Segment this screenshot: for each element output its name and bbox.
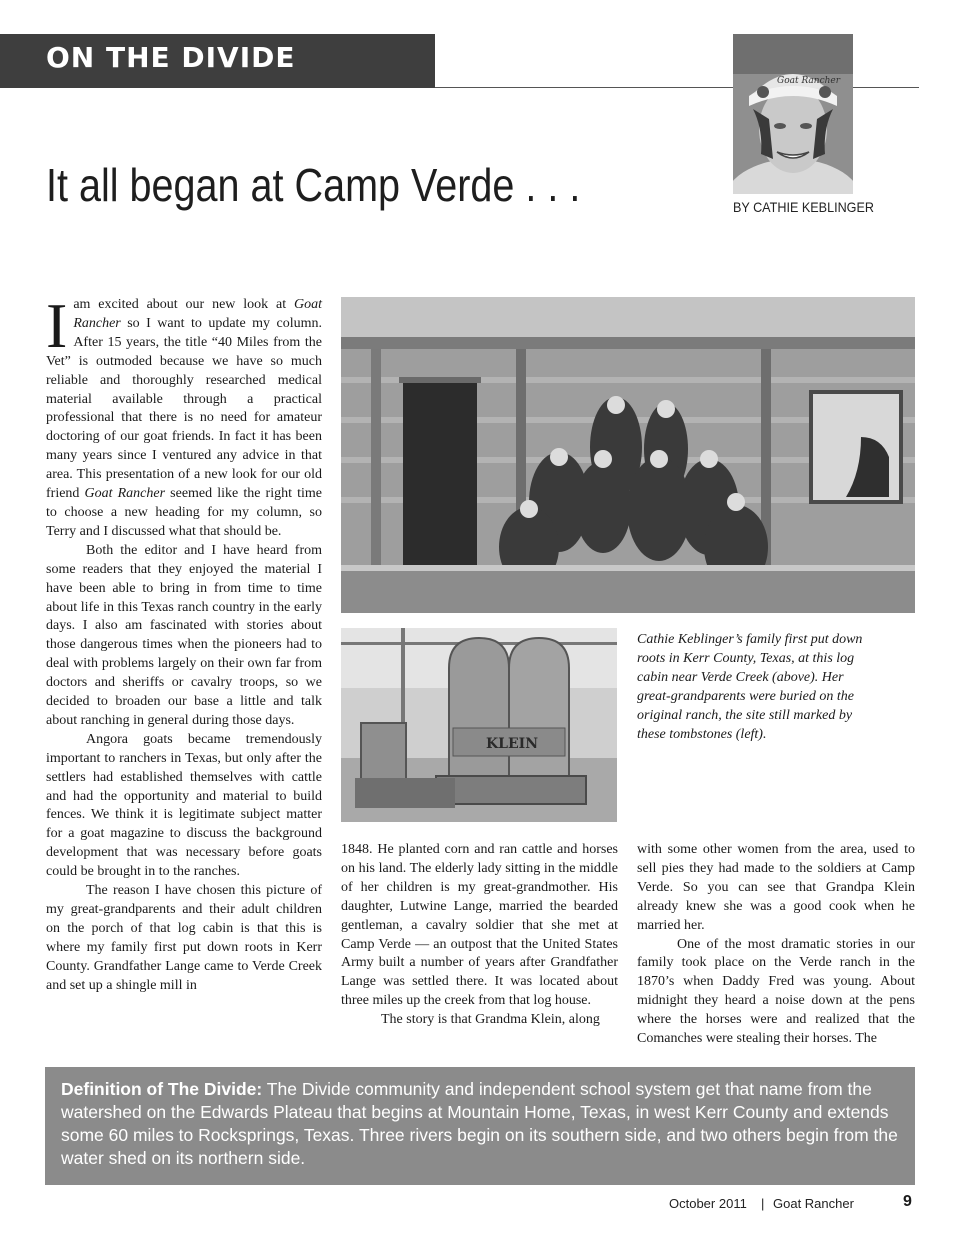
article-paragraph: One of the most dramatic stories in our family took place on the Verde ranch in the 1870’s when Daddy Fred was young. About midnight they heard a noise down at the pens where the horses were and realized that the Comanches were stealing their horses. The xyxy=(637,936,915,1047)
article-paragraph: Angora goats became tremendously important to ranchers in Texas, but only after the settlers had established themselves with cattle and had the opportunity and material to build fences. We think it is legitimate subject matter for a goat magazine to discuss the background development that was necessary before goats could be brought in to the ranches. xyxy=(46,731,322,880)
article-paragraph: 1848. He planted corn and ran cattle and horses on his land. The elderly lady sitting in the middle of her children is my great-grandmother. His daughter, Lutwine Lange, married the bearded gentleman, a cavalry soldier that she met at Camp Verde — an outpost that the United States Army built a number of years after Grandfather Lange was settled there. It was located about three miles up the creek from that log house. xyxy=(341,842,618,1009)
page-title: It all began at Camp Verde . . . xyxy=(46,159,581,211)
footer-separator: | xyxy=(761,1196,765,1211)
magazine-title: Goat Rancher xyxy=(84,486,166,502)
cap-logo-text: Goat Rancher xyxy=(777,76,841,86)
tombstone-inscription: KLEIN xyxy=(486,736,539,752)
section-header-bar xyxy=(0,34,435,88)
section-label: ON THE DIVIDE xyxy=(46,41,296,74)
article-paragraph: The story is that Grandma Klein, along xyxy=(381,1012,600,1028)
article-paragraph: Both the editor and I have heard from some readers that they enjoyed the material I have been able to bring in from time to time about life in this Texas ranch country in the early days. I also am fascinated with stories about those dangerous times when the pioneers had to deal with problems largely on their own far from doctors and sheriffs or cavalry troops, so we decided to broaden our base a little and talk about ranching in general during those days. xyxy=(46,542,322,728)
drop-cap: I xyxy=(46,290,68,361)
page-number: 9 xyxy=(903,1193,912,1210)
photo-caption: Cathie Keblinger’s family first put down roots in Kerr County, Texas, at this log cabin near Verde Creek (above). Her great-grandparents were buried on the original ranch, the site still marked by these tombstones (left). xyxy=(637,632,863,742)
footer-issue-date: October 2011 xyxy=(669,1196,747,1211)
article-paragraph: Iam excited about our new look at Goat Rancher so I want to update my column. After 15 years, the title “40 Miles from the Vet” is outmoded because we have so much reliable and thoroughly researched medical material available through a practical professional that there is no need for amateur doctoring of our goat friends. In fact it has been many years since I ventured any advice in that area. This presentation of a new look for our old friend Goat Rancher seemed like the right time to choose a new heading for my column, so Terry and I discussed what that should be. xyxy=(46,290,322,539)
article-paragraph: with some other women from the area, used to sell pies they had made to the soldiers at Camp Verde. So you can see that Grandpa Klein already knew she was a good cook when he married her. xyxy=(637,842,915,933)
tombstone-photo xyxy=(341,628,617,822)
definition-box xyxy=(45,1067,915,1185)
article-column-1 xyxy=(46,290,322,996)
definition-label: Definition of The Divide: xyxy=(61,1079,263,1099)
magazine-title: Goat Rancher xyxy=(73,297,322,331)
article-paragraph: The reason I have chosen this picture of my great-grandparents and their adult children on the porch of that log cabin is that this is where my family first put down roots in Kerr County. Grandfather Lange came to Verde Creek and set up a shingle mill in xyxy=(46,883,322,993)
author-photo xyxy=(733,34,853,194)
cabin-family-photo xyxy=(341,297,915,613)
article-column-2 xyxy=(341,841,618,1030)
footer-magazine-name: Goat Rancher xyxy=(773,1196,854,1211)
article-column-3 xyxy=(637,841,915,1049)
definition-text: Definition of The Divide: The Divide community and independent school system get that name from the watershed on the Edwards Plateau that begins at Mountain Home, Texas, in west Kerr County and extends some 60 miles to Rocksprings, Texas. Three rivers begin on its southern side, and two others begin from the water shed on its northern side. xyxy=(61,1079,898,1168)
byline: BY CATHIE KEBLINGER xyxy=(733,199,874,215)
